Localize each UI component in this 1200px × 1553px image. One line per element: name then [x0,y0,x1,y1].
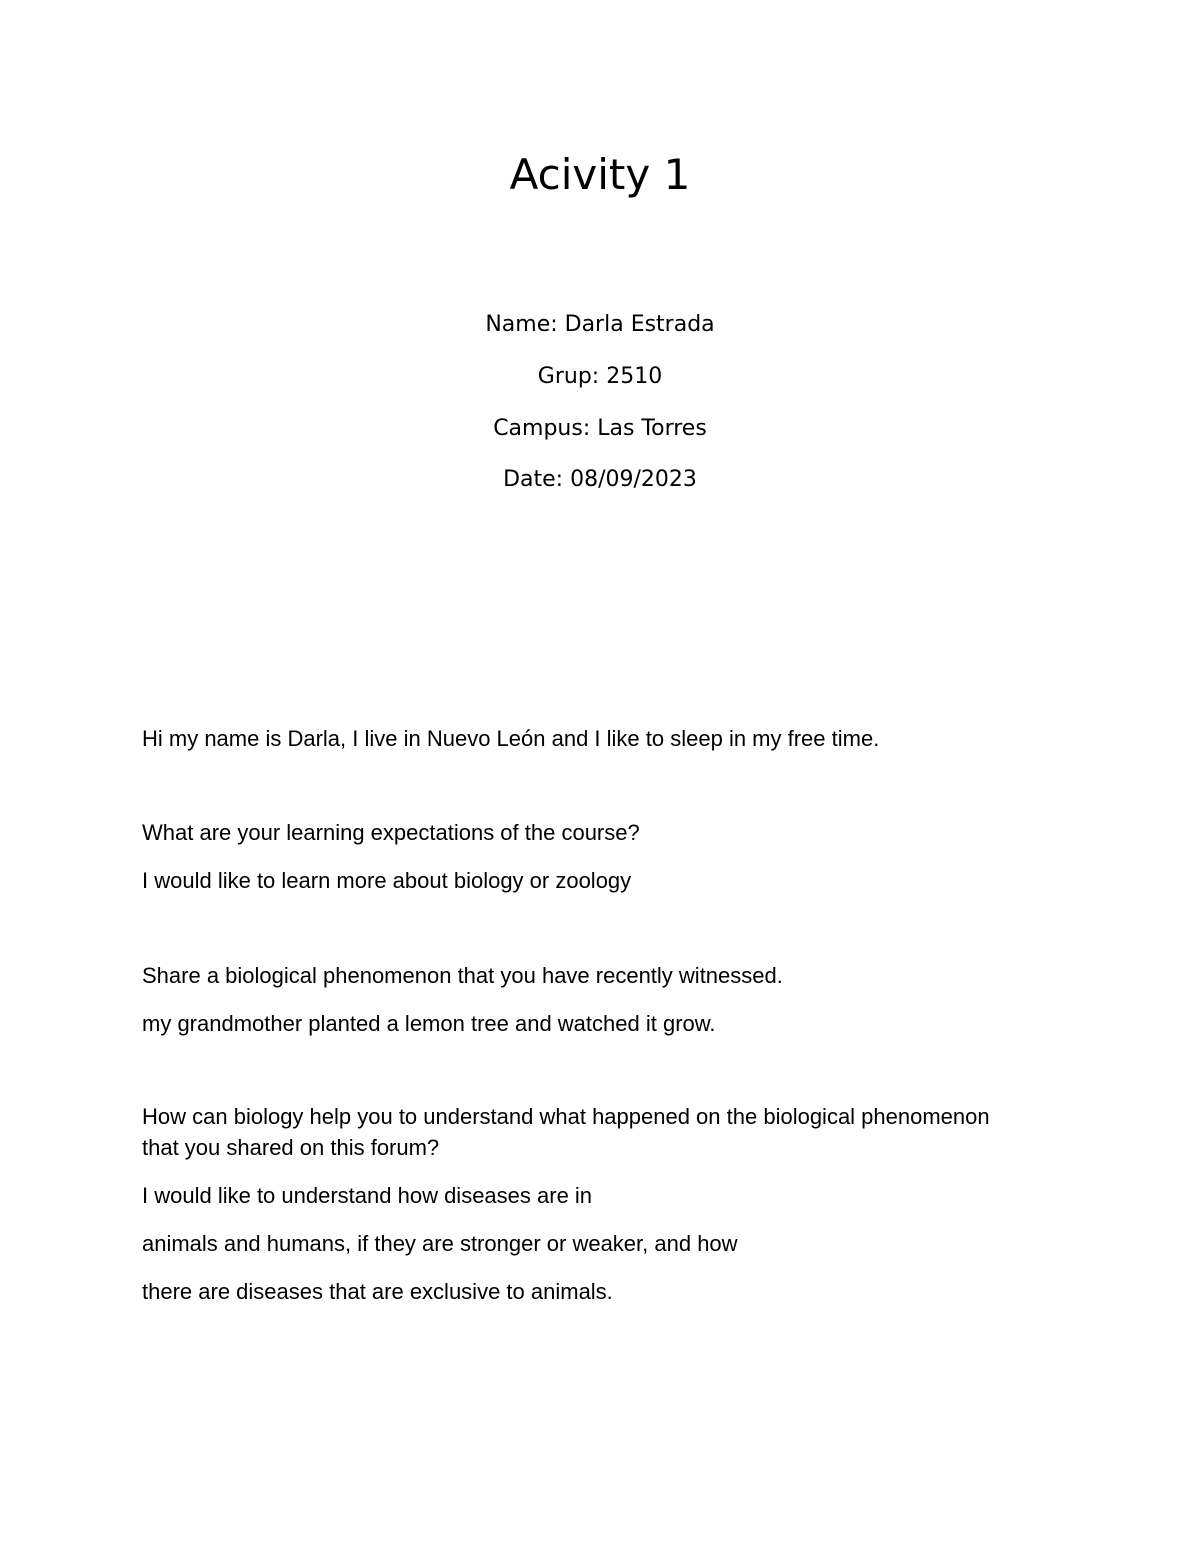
document-title: Acivity 1 [509,150,691,199]
answer-2: my grandmother planted a lemon tree and watched it grow. [142,1011,716,1036]
campus-line: Campus: Las Torres [493,416,707,441]
group-line: Grup: 2510 [537,364,663,389]
answer-3-line-1: I would like to understand how diseases are in [142,1183,593,1208]
question-3-line-2: that you shared on this forum? [142,1135,440,1160]
answer-3-line-2: animals and humans, if they are stronger or weaker, and how [142,1231,738,1256]
answer-3-line-3: there are diseases that are exclusive to animals. [142,1279,613,1304]
name-line: Name: Darla Estrada [485,312,715,337]
date-line: Date: 08/09/2023 [503,467,697,492]
answer-1: I would like to learn more about biology or zoology [142,868,632,893]
question-1: What are your learning expectations of the course? [142,820,640,845]
question-3-line-1: How can biology help you to understand what happened on the biological phenomenon [142,1104,990,1129]
question-2: Share a biological phenomenon that you have recently witnessed. [142,963,783,988]
intro-paragraph: Hi my name is Darla, I live in Nuevo León and I like to sleep in my free time. [142,726,880,751]
